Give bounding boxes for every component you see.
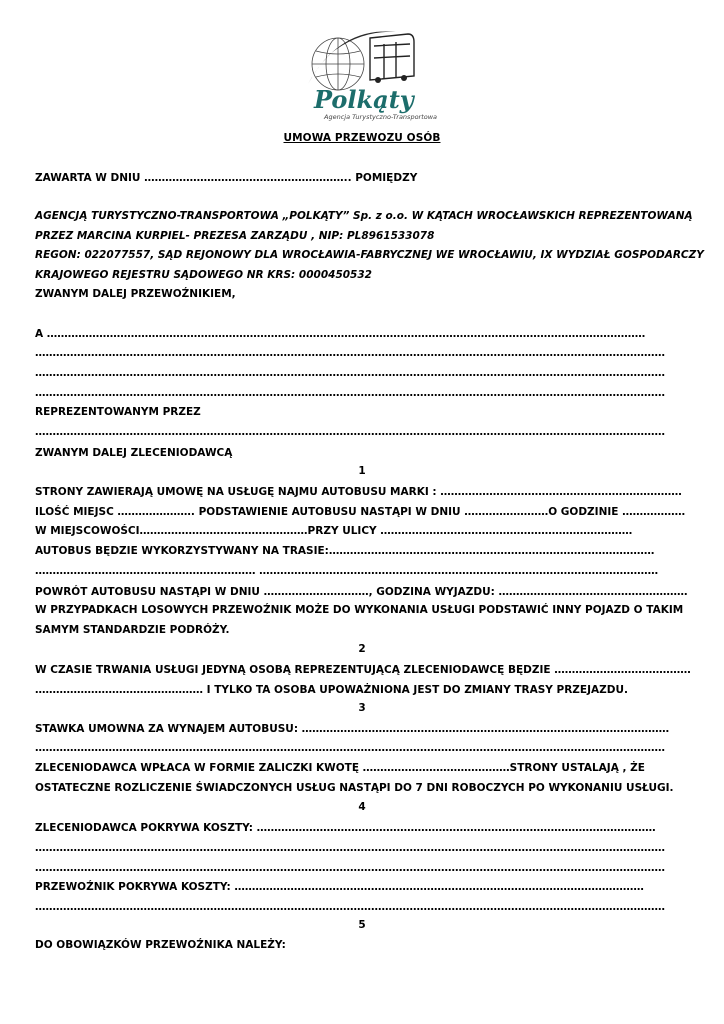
client-costs-line: ZLECENIODAWCA POKRYWA KOSZTY: …………………………………………………………………………………………………… xyxy=(35,822,656,834)
representative-line-2: ………………………………………… I TYLKO TA OSOBA UPOWAŻNIONA JEST DO ZMIANY TRASY PRZEJAZDU. xyxy=(35,684,628,696)
client-costs-blank-2: ……………………………………………………………………………………………………………………………………………………………… xyxy=(35,862,665,874)
section-number-4: 4 xyxy=(358,801,366,813)
route-blank-line: ……………………………………………………… …………………………………………………………………………………………………… xyxy=(35,565,659,577)
logo-tagline: Agencja Turystyczno-Transportowa xyxy=(324,113,438,121)
seats-date-time-line: ILOŚĆ MIEJSC …………………. PODSTAWIENIE AUTOBUSU NASTĄPI W DNIU ……………………O GODZINIE ……………… xyxy=(35,506,686,518)
rate-line: STAWKA UMOWNA ZA WYNAJEM AUTOBUSU: …………………………………………………………………………………………… xyxy=(35,723,670,735)
client-costs-blank-1: ……………………………………………………………………………………………………………………………………………………………… xyxy=(35,842,665,854)
carrier-duties-heading: DO OBOWIĄZKÓW PRZEWOŹNIKA NALEŻY: xyxy=(35,939,286,951)
client-line-4: ……………………………………………………………………………………………………………………………………………………………… xyxy=(35,387,665,399)
carrier-costs-blank: ……………………………………………………………………………………………………………………………………………………………… xyxy=(35,901,665,913)
client-designation: ZWANYM DALEJ ZLECENIODAWCĄ xyxy=(35,447,233,459)
substitute-vehicle-line-2: SAMYM STANDARDZIE PODRÓŻY. xyxy=(35,624,230,636)
carrier-line-4: KRAJOWEGO REJESTRU SĄDOWEGO NR KRS: 0000450532 xyxy=(35,269,372,281)
represented-by-label: REPREZENTOWANYM PRZEZ xyxy=(35,406,201,418)
client-line-1: A ……………………………………………………………………………………………………………………………………………………… xyxy=(35,328,646,340)
route-line: AUTOBUS BĘDZIE WYKORZYSTYWANY NA TRASIE:………………………………………………………………………………… xyxy=(35,545,655,557)
carrier-line-3: REGON: 022077557, SĄD REJONOWY DLA WROCŁAWIA-FABRYCZNEJ WE WROCŁAWIU, IX WYDZIAŁ GOSPODARCZY xyxy=(35,249,704,261)
representative-line-1: W CZASIE TRWANIA USŁUGI JEDYNĄ OSOBĄ REPREZENTUJĄCĄ ZLECENIODAWCĘ BĘDZIE ………………………………… xyxy=(35,664,691,676)
contract-date-line: ZAWARTA W DNIU ………………………………………………….. POMIĘDZY xyxy=(35,172,418,184)
carrier-costs-line: PRZEWOŹNIK POKRYWA KOSZTY: ……………………………………………………………………………………………………… xyxy=(35,881,644,893)
company-logo xyxy=(300,24,438,122)
location-street-line: W MIEJSCOWOŚCI…………………………………………PRZY ULICY ……………………………………………………………… xyxy=(35,525,633,537)
return-line: POWRÓT AUTOBUSU NASTĄPI W DNIU …………………………, GODZINA WYJAZDU: ……………………………………………… xyxy=(35,586,688,598)
client-line-3: ……………………………………………………………………………………………………………………………………………………………… xyxy=(35,367,665,379)
rate-blank-line: ……………………………………………………………………………………………………………………………………………………………… xyxy=(35,742,665,754)
bus-make-line: STRONY ZAWIERAJĄ UMOWĘ NA USŁUGĘ NAJMU AUTOBUSU MARKI : …………………………………………………………… xyxy=(35,486,682,498)
logo-brand: Polkąty xyxy=(314,85,414,114)
document-title: UMOWA PRZEWOZU OSÓB xyxy=(283,132,441,144)
carrier-line-2: PRZEZ MARCINA KURPIEL- PREZESA ZARZĄDU , NIP: PL8961533078 xyxy=(35,230,435,242)
carrier-designation: ZWANYM DALEJ PRZEWOŹNIKIEM, xyxy=(35,288,236,300)
substitute-vehicle-line-1: W PRZYPADKACH LOSOWYCH PRZEWOŹNIK MOŻE DO WYKONANIA USŁUGI PODSTAWIĆ INNY POJAZD O TAKIM xyxy=(35,604,684,616)
client-line-2: ……………………………………………………………………………………………………………………………………………………………… xyxy=(35,347,665,359)
section-number-2: 2 xyxy=(358,643,366,655)
carrier-line-1: AGENCJĄ TURYSTYCZNO-TRANSPORTOWA „POLKĄTY” Sp. z o.o. W KĄTACH WROCŁAWSKICH REPREZENTOWANĄ xyxy=(35,210,693,222)
advance-payment-line: ZLECENIODAWCA WPŁACA W FORMIE ZALICZKI KWOTĘ ……………………………………STRONY USTALAJĄ , ŻE xyxy=(35,762,645,774)
settlement-line: OSTATECZNE ROZLICZENIE ŚWIADCZONYCH USŁUG NASTĄPI DO 7 DNI ROBOCZYCH PO WYKONANIU USŁUGI. xyxy=(35,782,674,794)
section-number-1: 1 xyxy=(358,465,366,477)
section-number-3: 3 xyxy=(358,702,366,714)
section-number-5: 5 xyxy=(358,919,366,931)
represented-by-blank: ……………………………………………………………………………………………………………………………………………………………… xyxy=(35,426,665,438)
